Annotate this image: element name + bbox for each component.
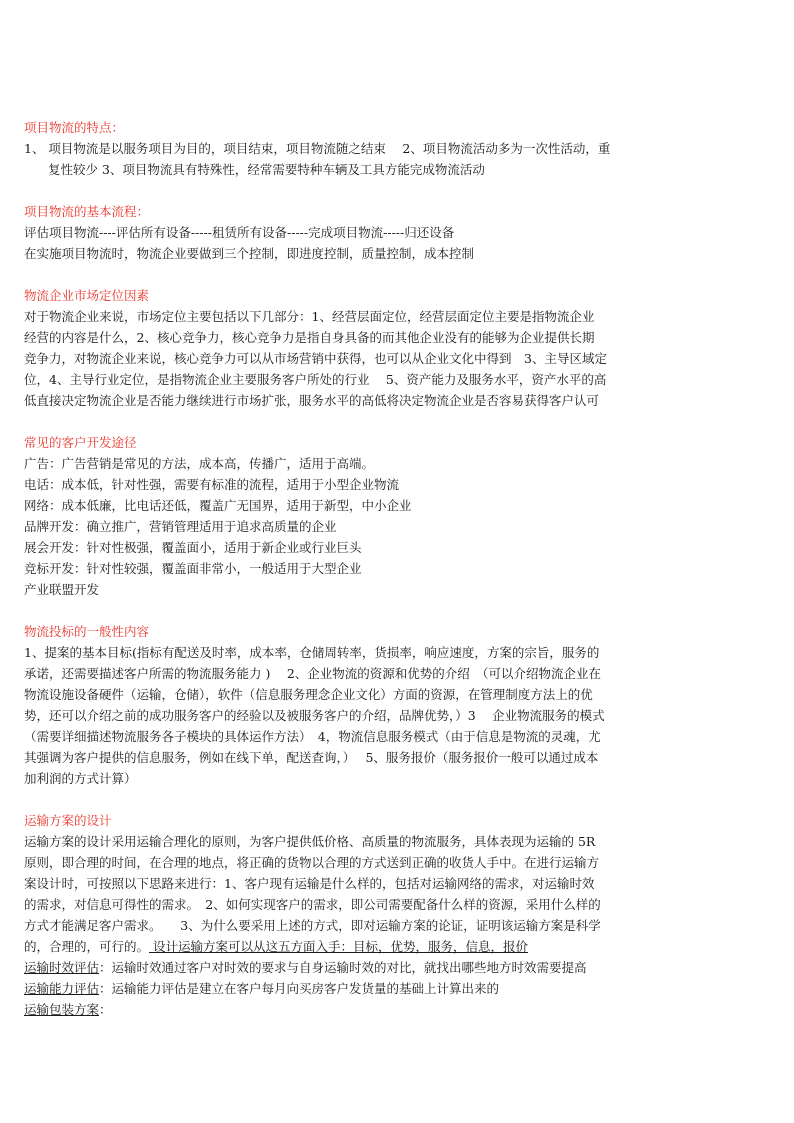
paragraph-line: 案设计时，可按照以下思路来进行：1、客户现有运输是什么样的，包括对运输网络的需求，对运输时效 [24,876,595,891]
section-heading: 物流投标的一般性内容 [24,624,150,639]
paragraph-line: 原则，即合理的时间，在合理的地点，将正确的货物以合理的方式送到正确的收货人手中。在进行运输方 [24,855,600,870]
paragraph-line: 承诺，还需要描述客户所需的物流服务能力 ) 2、企业物流的资源和优势的介绍 （可以介绍物流企业在 [24,666,602,681]
paragraph-line [24,957,674,978]
section-market-positioning [24,285,674,411]
paragraph-line: 经营的内容是什么，2、核心竞争力，核心竞争力是指自身具备的而其他企业没有的能够为企业提供长期 [24,330,595,345]
paragraph-line [24,936,674,957]
document-body [24,117,674,1020]
section-project-logistics-process [24,201,674,264]
section-heading: 项目物流的基本流程： [24,204,150,219]
paragraph-line: 低直接决定物流企业是否能力继续进行市场扩张，服务水平的高低将决定物流企业是否容易获得客户认可 [24,393,600,408]
underlined-text: 设计运输方案可以从这五方面入手：目标，优势，服务，信息，报价 [149,939,528,954]
list-item: 网络：成本低廉，比电话还低，覆盖广无国界，适用于新型，中小企业 [24,498,412,513]
section-heading: 常见的客户开发途径 [24,435,137,450]
paragraph-line: 加利润的方式计算） [24,771,137,786]
section-customer-development [24,432,674,600]
paragraph-line: 1、提案的基本目标(指标有配送及时率，成本率，仓储周转率，货损率，响应速度，方案的宗旨，服务的 [24,645,600,660]
underlined-term: 运输时效评估 [24,960,100,975]
plain-text: ：运输能力评估是建立在客户每月向买房客户发货量的基础上计算出来的 [99,981,500,996]
list-item: 品牌开发：确立推广，营销管理适用于追求高质量的企业 [24,519,337,534]
section-heading: 项目物流的特点： [24,120,125,135]
paragraph-line: 其强调为客户提供的信息服务，例如在线下单，配送查询，） 5、服务报价（服务报价一般可以通过成本 [24,750,599,765]
list-item: 电话：成本低，针对性强，需要有标准的流程，适用于小型企业物流 [24,477,400,492]
section-transport-plan-design [24,810,674,1020]
section-project-logistics-features [24,117,674,180]
list-item: 展会开发：针对性极强，覆盖面小，适用于新企业或行业巨头 [24,540,362,555]
section-heading: 运输方案的设计 [24,813,112,828]
paragraph-line: 位，4、主导行业定位，是指物流企业主要服务客户所处的行业 5、资产能力及服务水平，资产水平的高 [24,372,607,387]
paragraph-line [24,978,674,999]
underlined-term: 运输包装方案 [24,1002,100,1017]
paragraph-line [24,999,674,1020]
plain-text: ： [99,1002,112,1017]
section-heading: 物流企业市场定位因素 [24,288,150,303]
paragraph-line: 评估项目物流----评估所有设备-----租赁所有设备-----完成项目物流-----归还设备 [24,225,455,240]
paragraph-line: 复性较少 3、项目物流具有特殊性，经常需要特种车辆及工具方能完成物流活动 [48,162,485,177]
list-item: 广告：广告营销是常见的方法，成本高，传播广，适用于高端。 [24,456,375,471]
list-item: 产业联盟开发 [24,582,100,597]
section-bidding-content [24,621,674,789]
plain-text: ：运输时效通过客户对时效的要求与自身运输时效的对比，就找出哪些地方时效需要提高 [99,960,587,975]
paragraph-line: （需要详细描述物流服务各子模块的具体运作方法） 4，物流信息服务模式（由于信息是物流的灵魂，尤 [24,729,601,744]
paragraph-line: 的需求，对信息可得性的需求。 2、如何实现客户的需求，即公司需要配备什么样的资源，采用什么样的 [24,897,601,912]
paragraph-line: 对于物流企业来说，市场定位主要包括以下几部分：1、经营层面定位，经营层面定位主要是指物流企业 [24,309,595,324]
plain-text: 的，合理的，可行的。 [24,939,150,954]
paragraph-line: 势，还可以介绍之前的成功服务客户的经验以及被服务客户的介绍，品牌优势，）3 企业物流服务的模式 [24,708,605,723]
underlined-term: 运输能力评估 [24,981,100,996]
paragraph-line: 运输方案的设计采用运输合理化的原则，为客户提供低价格、高质量的物流服务，具体表现为运输的 5R [24,834,596,849]
list-item: 竞标开发：针对性较强，覆盖面非常小，一般适用于大型企业 [24,561,362,576]
paragraph-line: 1、 项目物流是以服务项目为目的，项目结束，项目物流随之结束 2、项目物流活动多为一次性活动，重 [24,141,611,156]
paragraph-line: 竞争力，对物流企业来说，核心竞争力可以从市场营销中获得，也可以从企业文化中得到 3、主导区域定 [24,351,607,366]
paragraph-line: 物流设施设备硬件（运输，仓储），软件（信息服务理念企业文化）方面的资源，在管理制度方法上的优 [24,687,593,702]
paragraph-line: 方式才能满足客户需求。 3、为什么要采用上述的方式，即对运输方案的论证，证明该运输方案是科学 [24,918,601,933]
paragraph-line: 在实施项目物流时，物流企业要做到三个控制，即进度控制，质量控制，成本控制 [24,246,475,261]
